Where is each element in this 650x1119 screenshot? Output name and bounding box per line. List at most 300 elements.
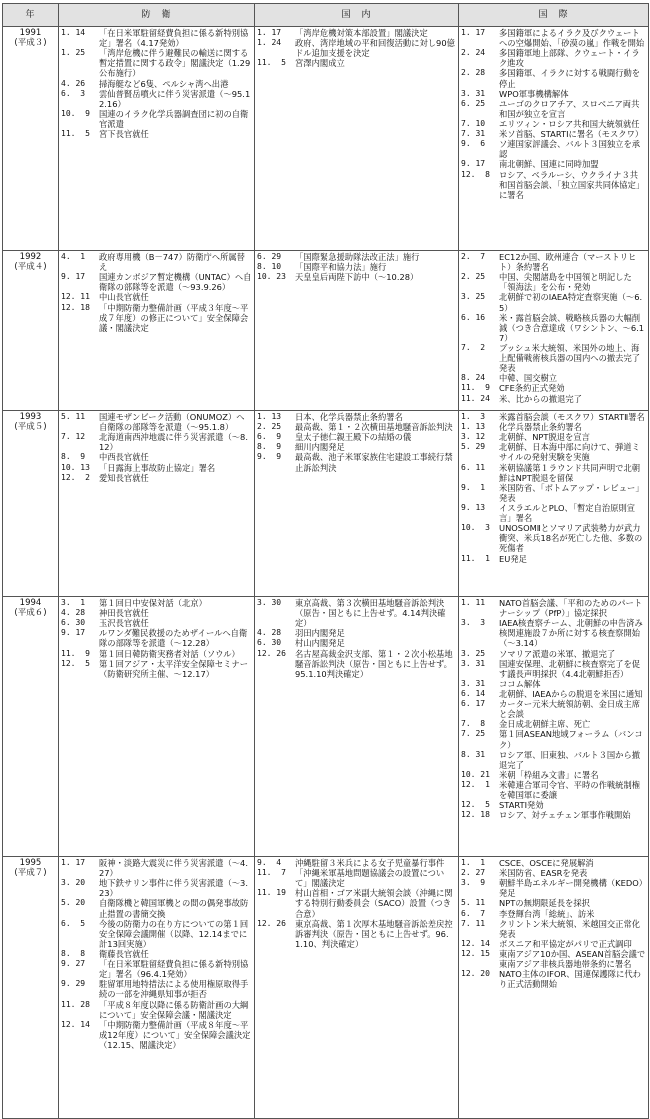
event-text: NPTの無期限延長を採択 — [499, 898, 590, 909]
event-text: 米韓連合軍司令官、平時の作戦統制権を韓国軍に委譲 — [499, 779, 641, 801]
event-text: 米・露首脳会談、戦略核兵器の大幅削減（つき合意達成（ワシントン、～6.17） — [499, 312, 645, 343]
event-entry — [257, 262, 456, 272]
event-text: ソ連国家評議会、バルト３国独立を承認 — [499, 139, 641, 160]
year-row — [3, 411, 649, 597]
event-text: 北朝鮮、日本海中部に向けて、弾道ミサイルの発射実験を実施 — [499, 442, 640, 463]
event-text: ロシア軍、旧東独、バルト３国から撤退完了 — [499, 749, 641, 770]
event-date: 1. 3 — [461, 412, 486, 421]
event-text: 愛知長官就任 — [99, 472, 149, 483]
event-date: 1. 11 — [461, 598, 486, 607]
event-date: 3. 25 — [461, 292, 486, 302]
event-date: 3. 20 — [61, 878, 86, 888]
international-cell — [459, 27, 649, 251]
chronology-table — [2, 3, 649, 1119]
event-date: 7. 12 — [61, 432, 86, 442]
event-entry — [61, 659, 252, 679]
event-text: 政府専用機（B－747）防衛庁へ所属替え — [99, 252, 245, 273]
event-date: 7. 31 — [461, 129, 486, 139]
defense-cell — [59, 597, 255, 857]
domestic-cell — [255, 597, 459, 857]
event-entry — [461, 412, 646, 422]
event-text: 沖縄駐留３米兵による女子児童暴行事件 — [295, 858, 445, 868]
event-text: 東京高裁、第３次横田基地騒音訴訟判決（原告・国ともに上告せず。4.14判決確定） — [295, 598, 446, 629]
event-entry — [461, 292, 646, 312]
event-entry — [257, 919, 456, 949]
event-entry — [461, 729, 646, 749]
event-text: 北朝鮮で初のIAEA特定査察実施（～6.5） — [499, 292, 643, 313]
event-entry — [461, 89, 646, 99]
era-value: (平成６) — [14, 608, 47, 619]
event-text: 米国防省、EASRを発表 — [499, 868, 588, 879]
event-date: 12. 26 — [257, 648, 286, 658]
international-cell — [459, 251, 649, 411]
event-entry — [61, 959, 252, 979]
event-text: 最高裁、第１・２次横田基地騒音訴訟判決 — [295, 422, 453, 433]
event-text: 「平成８年度以降に係る防衛計画の大綱について」安全保障会議・閣議決定 — [99, 999, 249, 1020]
event-date: 12. 20 — [461, 969, 490, 979]
event-text: ルワンダ難民救援のためザイールへ自衛隊の部隊等を派遣（～12.28） — [99, 628, 248, 649]
event-text: 「湾岸危機対策本部設置」閣議決定 — [295, 28, 428, 38]
event-date: 1. 14 — [61, 28, 86, 37]
event-text: 地下鉄サリン事件に伴う災害派遣（～3.23） — [99, 878, 248, 899]
event-date: 10. 21 — [461, 769, 490, 779]
event-date: 8. 8 — [61, 948, 86, 958]
event-entry — [461, 272, 646, 292]
year-value: 1995 — [19, 858, 42, 868]
event-text: 国連モザンビーク活動（ONUMOZ）へ自衛隊の部隊等を派遣（～95.1.8） — [99, 412, 245, 433]
event-entry — [257, 638, 456, 648]
event-text: 中西長官就任 — [99, 452, 149, 463]
event-date: 2. 7 — [461, 252, 486, 261]
event-entry — [461, 858, 646, 868]
event-entry — [61, 28, 252, 48]
event-text: 阪神・淡路大震災に伴う災害派遣（～4.27） — [99, 858, 248, 879]
event-text: 金日成北朝鮮主席、死亡 — [499, 719, 591, 730]
event-entry — [257, 272, 456, 282]
event-entry — [461, 394, 646, 404]
event-entry — [461, 432, 646, 442]
event-date: 11. 5 — [257, 58, 286, 68]
event-entry — [257, 58, 456, 68]
event-entry — [61, 1020, 252, 1050]
event-text: 第１回ASEAN地域フォーラム（バンコク） — [499, 729, 643, 750]
event-text: 日本、化学兵器禁止条約署名 — [295, 412, 403, 422]
event-text: 今後の防衛力の在り方についての第１回安全保障会議開催（以降、12.14までに計13回実施） — [99, 918, 249, 949]
event-date: 6. 17 — [461, 699, 486, 709]
year-cell — [3, 27, 59, 251]
event-date: 7. 10 — [461, 118, 486, 128]
event-date: 12. 18 — [61, 302, 90, 312]
event-date: 2. 24 — [461, 48, 486, 58]
event-date: 11. 19 — [257, 888, 286, 898]
event-entry — [61, 898, 252, 918]
event-entry — [61, 463, 252, 473]
event-date: 8. 24 — [461, 373, 486, 383]
event-text: 東京高裁、第１次厚木基地騒音訴訟差戻控訴審判決（原告・国ともに上告せず。96.1.10、判決確定） — [295, 918, 453, 949]
event-date: 4. 28 — [257, 628, 282, 638]
event-entry — [257, 598, 456, 628]
event-entry — [461, 969, 646, 989]
event-date: 7. 8 — [461, 719, 486, 729]
event-text: 天皇皇后両陛下訪中（～10.28） — [295, 272, 419, 283]
event-text: 「中期防衛力整備計画（平成３年度～平成７年度）の修正について」安全保障会議・閣議決定 — [99, 302, 249, 333]
year-row — [3, 27, 649, 251]
event-entry — [461, 159, 646, 169]
event-entry — [61, 129, 252, 139]
event-date: 3. 30 — [257, 598, 282, 607]
event-date: 7. 25 — [461, 729, 486, 739]
event-entry — [257, 422, 456, 432]
domestic-cell — [255, 411, 459, 597]
event-date: 6. 30 — [61, 618, 86, 628]
event-date: 3. 31 — [461, 658, 486, 668]
event-date: 10. 13 — [61, 462, 90, 472]
event-date: 6. 9 — [257, 432, 282, 442]
year-value: 1992 — [19, 252, 42, 262]
event-entry — [61, 878, 252, 898]
event-entry — [61, 48, 252, 78]
event-date: 11. 24 — [461, 393, 490, 403]
event-date: 6. 25 — [461, 98, 486, 108]
event-entry — [461, 139, 646, 159]
event-date: 10. 3 — [461, 523, 490, 533]
event-entry — [61, 79, 252, 89]
event-entry — [257, 442, 456, 452]
event-entry — [61, 89, 252, 109]
event-date: 6. 29 — [257, 252, 282, 261]
event-entry — [461, 383, 646, 393]
event-date: 9. 6 — [461, 139, 486, 149]
event-text: 宮下長官就任 — [99, 129, 149, 140]
event-entry — [257, 38, 456, 58]
event-entry — [461, 28, 646, 48]
event-text: 国連のイラク化学兵器調査団に初の自衛官派遣 — [99, 108, 249, 129]
event-text: 多国籍軍、イラクに対する戦闘行動を停止 — [499, 68, 641, 89]
event-text: WPO軍事機構解体 — [499, 88, 569, 99]
event-text: 玉沢長官就任 — [99, 618, 149, 629]
event-entry — [257, 858, 456, 868]
event-entry — [461, 780, 646, 800]
domestic-cell — [255, 251, 459, 411]
event-text: 自衛隊機と韓国軍機との間の偶発事故防止措置の書簡交換 — [99, 898, 249, 919]
event-date: 6. 7 — [461, 908, 486, 918]
event-date: 7. 11 — [461, 918, 486, 928]
event-date: 4. 28 — [61, 608, 86, 618]
event-entry — [461, 99, 646, 119]
event-entry — [461, 343, 646, 373]
event-text: 羽田内閣発足 — [295, 628, 345, 639]
event-text: CSCE、OSCEに発展解消 — [499, 858, 594, 868]
event-entry — [461, 129, 646, 139]
year-value: 1994 — [19, 598, 42, 608]
event-date: 3. 31 — [461, 678, 486, 688]
event-date: 11. 5 — [61, 129, 90, 139]
event-entry — [461, 68, 646, 88]
domestic-cell — [255, 857, 459, 1119]
event-date: 9. 17 — [461, 159, 486, 169]
event-entry — [257, 868, 456, 888]
event-date: 10. 9 — [61, 108, 90, 118]
international-cell — [459, 597, 649, 857]
event-text: 最高裁、池子米軍家族住宅建設工事続行禁止訴訟判決 — [295, 452, 453, 473]
event-text: 米露首脳会談（モスクワ）STARTⅡ署名 — [499, 412, 645, 422]
event-date: 5. 11 — [61, 412, 86, 421]
event-entry — [461, 252, 646, 272]
event-date: 3. 1 — [61, 598, 86, 607]
event-text: NATO首脳会議、「平和のためのパートナーシップ（PfP）」協定採択 — [499, 598, 643, 619]
event-text: 米国防省、「ボトムアップ・レビュー」発表 — [499, 482, 644, 503]
event-text: 「湾岸危機に伴う避難民の輸送に関する暫定措置に関する政令」閣議決定（1.29公布施行） — [99, 48, 251, 79]
event-entry — [461, 442, 646, 462]
year-cell — [3, 597, 59, 857]
event-text: 朝鮮半島エネルギー開発機構（KEDO）発足 — [499, 878, 643, 899]
event-date: 9. 9 — [257, 452, 282, 462]
event-entry — [461, 689, 646, 699]
event-date: 9. 17 — [61, 628, 86, 638]
event-entry — [461, 598, 646, 618]
event-text: NATO主体のIFOR、国連保護隊に代わり正式活動開始 — [499, 969, 641, 990]
event-entry — [61, 252, 252, 272]
event-text: 米ソ首脳、STARTⅠに署名（モスクワ） — [499, 129, 644, 140]
event-date: 6. 5 — [61, 918, 86, 928]
event-text: ロシア、対チェチェン軍事作戦開始 — [499, 810, 631, 821]
event-date: 5. 29 — [461, 442, 486, 452]
event-entry — [461, 699, 646, 719]
event-entry — [461, 719, 646, 729]
year-value: 1993 — [19, 412, 42, 422]
event-text: 中国、尖閣諸島を中国領と明記した「領海法」を公布・発効 — [499, 272, 632, 293]
event-text: ソマリア派遣の米軍、撤退完了 — [499, 648, 616, 659]
event-date: 9. 29 — [61, 979, 86, 989]
event-date: 9. 17 — [61, 272, 86, 282]
event-text: 掃海艇など6隻、ペルシャ湾へ出港 — [99, 78, 229, 89]
header-year: 年 — [3, 4, 59, 27]
year-row — [3, 597, 649, 857]
event-date: 6. 14 — [461, 688, 486, 698]
event-text: 国連カンボジア暫定機構（UNTAC）へ自衛隊の部隊等を派遣（～93.9.26） — [99, 272, 252, 293]
event-date: 2. 28 — [461, 68, 486, 78]
event-text: 雲仙普賢岳噴火に伴う災害派遣（～95.12.16） — [99, 88, 251, 109]
event-entry — [61, 292, 252, 302]
event-text: 東南アジア10か国、ASEAN首脳会議で東南アジア非核兵器地帯条約に署名 — [499, 948, 646, 970]
event-date: 3. 25 — [461, 648, 486, 658]
event-text: 化学兵器禁止条約署名 — [499, 422, 582, 433]
event-entry — [461, 119, 646, 129]
event-text: 「中期防衛力整備計画（平成８年度～平成12年度）について」安全保障会議決定（12.15、閣議決定） — [99, 1019, 251, 1050]
event-entry — [257, 452, 456, 472]
event-text: IAEA核査察チーム、北朝鮮の申告済み核関連施設７か所に対する核査察開始（～3.14） — [499, 618, 643, 649]
event-entry — [461, 898, 646, 908]
event-text: 政府、湾岸地域の平和回復活動に対し90億ドル追加支援を決定 — [295, 38, 455, 59]
event-date: 12. 18 — [461, 810, 490, 820]
event-entry — [461, 373, 646, 383]
event-entry — [257, 252, 456, 262]
event-date: 8. 9 — [257, 442, 282, 452]
event-date: 9. 13 — [461, 502, 486, 512]
year-cell — [3, 857, 59, 1119]
event-entry — [461, 679, 646, 689]
event-date: 12. 11 — [61, 292, 90, 302]
event-text: ココム解体 — [499, 678, 541, 689]
event-entry — [61, 432, 252, 452]
event-text: STARTⅠ発効 — [499, 800, 544, 811]
event-text: UNOSOMⅡとソマリア武装勢力が武力衝突、米兵18名が死亡した他、多数の死傷者 — [499, 523, 643, 554]
event-text: CFE条約正式発効 — [499, 383, 565, 394]
event-date: 1. 13 — [257, 412, 282, 421]
event-date: 11. 1 — [461, 553, 490, 563]
year-row — [3, 857, 649, 1119]
event-text: 宮澤内閣成立 — [295, 58, 345, 69]
event-date: 3. 3 — [461, 618, 486, 628]
event-text: 村山内閣発足 — [295, 638, 345, 649]
event-text: 皇太子徳仁親王殿下の結婚の儀 — [295, 432, 412, 443]
event-entry — [461, 868, 646, 878]
event-text: 北海道南西沖地震に伴う災害派遣（～8.12） — [99, 432, 248, 453]
header-international: 国 際 — [459, 4, 649, 27]
event-entry — [257, 432, 456, 442]
international-cell — [459, 857, 649, 1119]
event-entry — [461, 949, 646, 969]
event-text: 米朝協議第１ラウンド共同声明で北朝鮮はNPT脱退を留保 — [499, 462, 641, 483]
event-date: 8. 9 — [61, 452, 86, 462]
event-entry — [461, 48, 646, 68]
event-date: 1. 13 — [461, 422, 486, 432]
event-date: 12. 14 — [461, 938, 490, 948]
event-date: 5. 11 — [461, 898, 486, 908]
event-date: 3. 12 — [461, 432, 486, 442]
event-date: 6. 3 — [61, 88, 86, 98]
event-entry — [61, 109, 252, 129]
event-date: 11. 28 — [61, 999, 90, 1009]
event-date: 1. 1 — [461, 858, 486, 867]
era-value: (平成５) — [14, 422, 47, 433]
event-entry — [461, 659, 646, 679]
header-defense: 防 衛 — [59, 4, 255, 27]
event-date: 1. 25 — [61, 48, 86, 58]
event-entry — [61, 949, 252, 959]
event-text: 第１回アジア・太平洋安全保障セミナー（防衛研究所主催、～12.17） — [99, 658, 249, 679]
year-value: 1991 — [19, 28, 42, 38]
event-date: 12. 5 — [461, 800, 490, 810]
event-entry — [61, 303, 252, 333]
event-date: 3. 31 — [461, 88, 486, 98]
event-text: ブッシュ米大統領、米国外の地上、海上配備戦術核兵器の国内への撤去完了発表 — [499, 342, 641, 374]
event-entry — [461, 810, 646, 820]
event-date: 12. 14 — [61, 1019, 90, 1029]
event-date: 6. 16 — [461, 312, 486, 322]
event-text: 衛藤長官就任 — [99, 948, 149, 959]
event-text: 「国際緊急援助隊法改正法」施行 — [295, 252, 420, 262]
event-date: 10. 23 — [257, 272, 286, 282]
event-text: 北朝鮮、NPT脱退を宣言 — [499, 432, 590, 443]
event-entry — [61, 979, 252, 999]
event-entry — [461, 919, 646, 939]
event-text: 第１回日中安保対話（北京） — [99, 598, 207, 608]
event-entry — [461, 800, 646, 810]
event-date: 12. 2 — [61, 472, 90, 482]
event-text: ロシア、ベラルーシ、ウクライナ３共和国首脳会談、「独立国家共同体協定」に署名 — [499, 169, 645, 200]
event-date: 5. 20 — [61, 898, 86, 908]
event-date: 12. 1 — [461, 779, 490, 789]
event-date: 9. 27 — [61, 959, 86, 969]
event-text: 細川内閣発足 — [295, 442, 345, 453]
event-date: 2. 25 — [461, 272, 486, 282]
event-entry — [61, 598, 252, 608]
event-entry — [461, 170, 646, 200]
event-entry — [461, 909, 646, 919]
event-text: 「在日米軍駐留経費負担に係る新特別協定」署名（96.4.1発効） — [99, 959, 249, 980]
event-date: 1. 24 — [257, 38, 282, 48]
event-text: エリツィン・ロシア共和国大統領就任 — [499, 118, 640, 129]
event-text: 米朝「枠組み文書」に署名 — [499, 769, 599, 780]
event-date: 6. 11 — [461, 462, 486, 472]
event-entry — [461, 554, 646, 564]
event-date: 11. 9 — [461, 383, 490, 393]
event-entry — [61, 919, 252, 949]
event-entry — [257, 649, 456, 679]
event-entry — [461, 750, 646, 770]
event-entry — [461, 422, 646, 432]
event-date: 12. 5 — [61, 658, 90, 668]
event-entry — [61, 608, 252, 618]
event-date: 4. 1 — [61, 252, 86, 261]
event-entry — [61, 628, 252, 648]
event-text: 「沖縄米軍基地問題協議会の設置について」閣議決定 — [295, 868, 445, 889]
event-text: EU発足 — [499, 553, 527, 564]
event-text: 駐留軍用地特措法による使用権原取得手続の一部を沖縄県知事が拒否 — [99, 979, 249, 1000]
event-date: 9. 1 — [461, 482, 486, 492]
event-date: 9. 4 — [257, 858, 282, 867]
event-date: 2. 27 — [461, 868, 486, 878]
event-text: EC12か国、欧州連合（マーストリヒト）条約署名 — [499, 252, 637, 273]
defense-cell — [59, 411, 255, 597]
event-entry — [61, 1000, 252, 1020]
event-text: イスラエルとPLO、「暫定自治原則宣言」署名 — [499, 502, 636, 524]
event-date: 1. 17 — [461, 28, 486, 37]
event-entry — [461, 878, 646, 898]
year-cell — [3, 251, 59, 411]
event-text: 名古屋高裁金沢支部、第１・２次小松基地騒音訴訟判決（原告・国ともに上告せず。95.1.10判決確定） — [295, 648, 453, 679]
event-date: 12. 8 — [461, 169, 490, 179]
event-text: 中山長官就任 — [99, 292, 149, 303]
event-date: 1. 17 — [257, 28, 282, 37]
event-text: 北朝鮮、IAEAからの脱退を米国に通知 — [499, 688, 643, 699]
event-entry — [461, 649, 646, 659]
defense-cell — [59, 251, 255, 411]
event-text: 米、比からの撤退完了 — [499, 393, 582, 404]
defense-cell — [59, 857, 255, 1119]
year-cell — [3, 411, 59, 597]
event-entry — [461, 523, 646, 553]
event-text: クリントン米大統領、米越国交正常化発表 — [499, 918, 641, 939]
event-entry — [461, 503, 646, 523]
event-text: 多国籍軍によるイラク及びクウェートへの空爆開始、「砂漠の嵐」作戦を開始 — [499, 28, 645, 49]
event-entry — [61, 473, 252, 483]
event-text: 多国籍軍地上部隊、クウェート・イラク進攻 — [499, 48, 640, 69]
defense-cell — [59, 27, 255, 251]
domestic-cell — [255, 27, 459, 251]
event-entry — [461, 483, 646, 503]
event-entry — [461, 618, 646, 648]
international-cell — [459, 411, 649, 597]
event-text: ユーゴのクロアチア、スロベニア両共和国が独立を宣言 — [499, 98, 640, 119]
event-date: 1. 17 — [61, 858, 86, 867]
event-entry — [61, 412, 252, 432]
event-date: 2. 25 — [257, 422, 282, 432]
event-text: 国連安保理、北朝鮮に核査察完了を促す議長声明採択（4.4北朝鮮拒否） — [499, 658, 641, 679]
event-text: ボスニア和平協定がパリで正式調印 — [499, 938, 632, 949]
event-text: 南北朝鮮、国連に同時加盟 — [499, 159, 599, 170]
